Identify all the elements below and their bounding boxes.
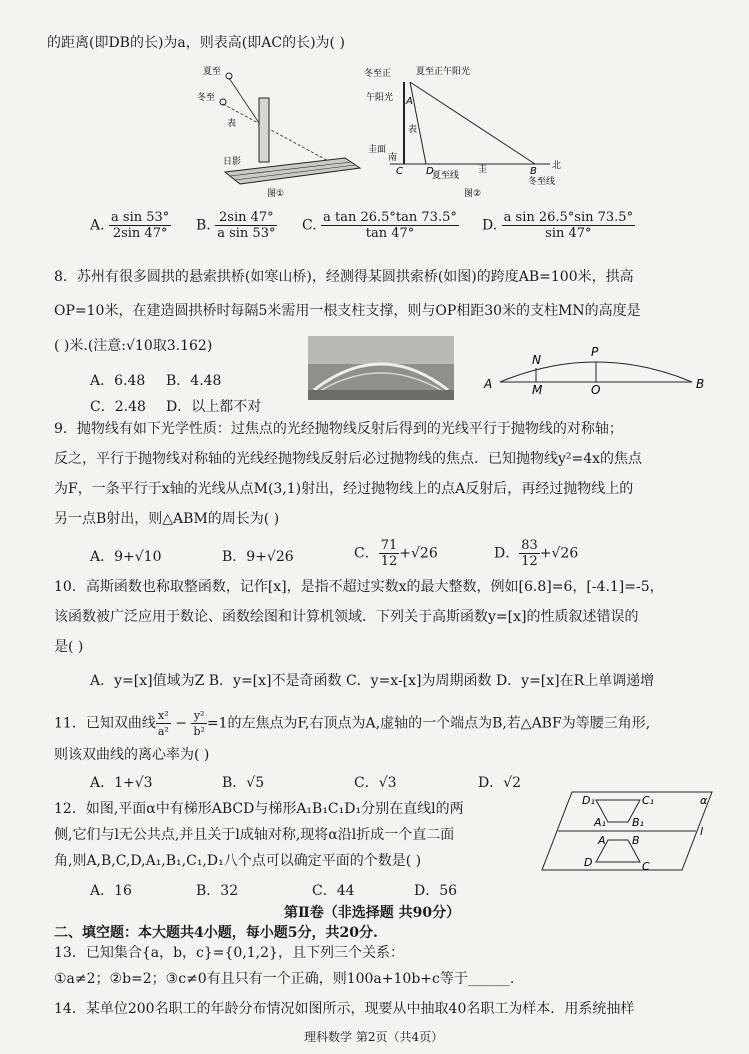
fill-in-header: 二、填空题：本大题共4小题，每小题5分，共20分.: [54, 925, 378, 941]
q11-line-1: 11．已知双曲线 $\frac{\text{x²}}{\text{a²}}$ − $\frac{\text{y²}}{\text{b²}}$ =1的左焦点为F,右顶点为A,虚轴的一个端点为B,若△ABF为等腰三角形,: [54, 709, 651, 738]
q10-line-2: 该函数被广泛应用于数论、函数绘图和计算机领域．下列关于高斯函数y=[x]的性质叙述错误的: [54, 609, 639, 625]
q12-line-3: 角,则A,B,C,D,A₁,B₁,C₁,D₁八个点可以确定平面的个数是( ): [54, 853, 422, 869]
fig12-D: D: [584, 856, 593, 869]
fig2-A: A: [406, 96, 413, 107]
fig12-C: C: [642, 860, 650, 873]
fig2-gui: 圭: [478, 165, 488, 175]
q11-option-d: D．√2: [478, 775, 522, 791]
q9-line-2: 反之，平行于抛物线对称轴的光线经抛物线反射后必过抛物线的焦点．已知抛物线y²=4x的焦点: [54, 451, 643, 467]
q14-line-1: 14．某单位200名职工的年龄分布情况如图所示，现要从中抽取40名职工为样本．用系统抽样: [54, 1001, 635, 1017]
fig1-shadow-label: 日影: [223, 157, 242, 167]
arch-N: N: [532, 353, 541, 367]
fig12-B: B: [632, 834, 640, 847]
q8-option-c: C．2.48: [90, 399, 146, 415]
fig2-noon-light: 午阳光: [366, 93, 394, 103]
q12-option-b: B．32: [196, 883, 239, 899]
q7-option-a: A. $\frac{\text{a sin 53°}}{2\sin 47^\circ}$: [90, 210, 170, 241]
fig1-summer-label: 夏至: [203, 67, 222, 77]
q7-option-d: D. $\frac{\text{a sin 26.5°sin 73.5°}}{\sin 47^\circ}$: [482, 210, 634, 241]
question-7-tail: 的距离(即DB的长)为a，则表高(即AC的长)为( ): [47, 35, 345, 51]
bridge-photo: [308, 336, 454, 400]
arch-A: A: [484, 377, 493, 391]
fig2-winter-line: 冬至线: [528, 177, 556, 187]
q9-option-a: A．9+√10: [90, 549, 162, 565]
q11-option-c: C．√3: [354, 775, 397, 791]
fig2-winter-noon: 冬至正: [364, 69, 392, 79]
fig12-C1: C₁: [642, 794, 655, 807]
q12-option-a: A．16: [90, 883, 132, 899]
q7-option-b: B. $\frac{2\sin 47^\circ}{\text{a sin 53°}}$: [196, 210, 276, 241]
q9-option-d: D． $\frac{83}{12}$ +√26: [494, 538, 579, 569]
q8-option-a: A．6.48: [90, 373, 146, 389]
fig2-summer-line: 夏至线: [432, 171, 460, 181]
q8-line-3: ( )米.(注意:√10取3.162): [54, 338, 213, 354]
q9-line-1: 9．抛物线有如下光学性质：过焦点的光经抛物线反射后得到的光线平行于抛物线的对称轴；: [54, 421, 623, 437]
trapezoid-plane-figure: [536, 788, 718, 874]
q9-option-b: B．9+√26: [222, 549, 294, 565]
q12-line-1: 12．如图,平面α中有梯形ABCD与梯形A₁B₁C₁D₁分别在直线l的两: [54, 801, 464, 817]
fig2-D: D: [426, 166, 434, 177]
arch-M: M: [532, 383, 543, 396]
fig2-south: 南: [388, 153, 398, 163]
fig12-l: l: [700, 825, 704, 838]
fig1-caption: 图①: [267, 189, 285, 199]
q13-line-1: 13．已知集合{a，b，c}={0,1,2}，且下列三个关系：: [54, 945, 404, 961]
fig2-gnomon-label: 表: [408, 125, 418, 135]
arch-O: O: [591, 383, 601, 396]
fig2-C: C: [396, 166, 403, 177]
q9-line-4: 另一点B射出，则△ABM的周长为( ): [54, 511, 280, 527]
q8-option-d: D．以上都不对: [166, 399, 262, 415]
arch-B: B: [696, 377, 705, 391]
page-footer: 理科数学 第2页（共4页）: [304, 1030, 444, 1044]
q12-line-2: 侧,它们与l无公共点,并且关于l成轴对称,现将α沿l折成一个直二面: [54, 827, 455, 843]
q8-line-2: OP=10米，在建造圆拱桥时每隔5米需用一根支柱支撑，则与OP相距30米的支柱MN的高度是: [54, 303, 641, 319]
q12-option-c: C．44: [312, 883, 355, 899]
fig2-B: B: [530, 166, 537, 177]
q11-option-a: A．1+√3: [90, 775, 153, 791]
fig12-alpha: α: [700, 794, 708, 807]
q10-line-3: 是( ): [54, 639, 84, 655]
fig2-north: 北: [552, 161, 562, 171]
figure-gnomon-sketch: [195, 60, 365, 200]
q12-option-d: D．56: [414, 883, 458, 899]
fig12-B1: B₁: [632, 816, 644, 829]
fig12-A: A: [598, 834, 606, 847]
fig12-D1: D₁: [582, 794, 595, 807]
fig2-summer-noon: 夏至正午阳光: [416, 67, 471, 77]
arch-P: P: [591, 345, 599, 359]
fig1-winter-label: 冬至: [197, 93, 216, 103]
q13-line-2: ①a≠2；②b=2；③c≠0有且只有一个正确，则100a+10b+c等于______.: [54, 971, 515, 987]
q11-option-b: B．√5: [222, 775, 265, 791]
q7-option-c: C. $\frac{\text{a tan 26.5°tan 73.5°}}{\tan 47^\circ}$: [302, 210, 457, 241]
arch-diagram: [480, 340, 710, 396]
section-2-title: 第Ⅱ卷（非选择题 共90分）: [284, 905, 461, 921]
q11-line-2: 则该双曲线的离心率为( ): [54, 747, 210, 763]
fig2-caption: 图②: [464, 189, 482, 199]
q9-line-3: 为F，一条平行于x轴的光线从点M(3,1)射出，经过抛物线上的点A反射后，再经过抛物线上的: [54, 481, 634, 497]
q9-option-c: C． $\frac{71}{12}$ +√26: [354, 538, 438, 569]
q10-options: A．y=[x]值域为Z B．y=[x]不是奇函数 C．y=x-[x]为周期函数 D．y=[x]在R上单调递增: [90, 673, 655, 689]
q10-line-1: 10．高斯函数也称取整函数，记作[x]，是指不超过实数x的最大整数，例如[6.8]=6，[-4.1]=-5，: [54, 579, 664, 595]
q8-line-1: 8．苏州有很多圆拱的悬索拱桥(如寒山桥)，经测得某圆拱索桥(如图)的跨度AB=100米，拱高: [54, 269, 634, 285]
fig2-ground-label: 圭面: [368, 145, 387, 155]
figure-gnomon-geometry: [360, 60, 580, 200]
fig1-gnomon-label: 表: [227, 119, 237, 129]
q8-option-b: B．4.48: [166, 373, 222, 389]
fig12-A1: A₁: [594, 816, 606, 829]
